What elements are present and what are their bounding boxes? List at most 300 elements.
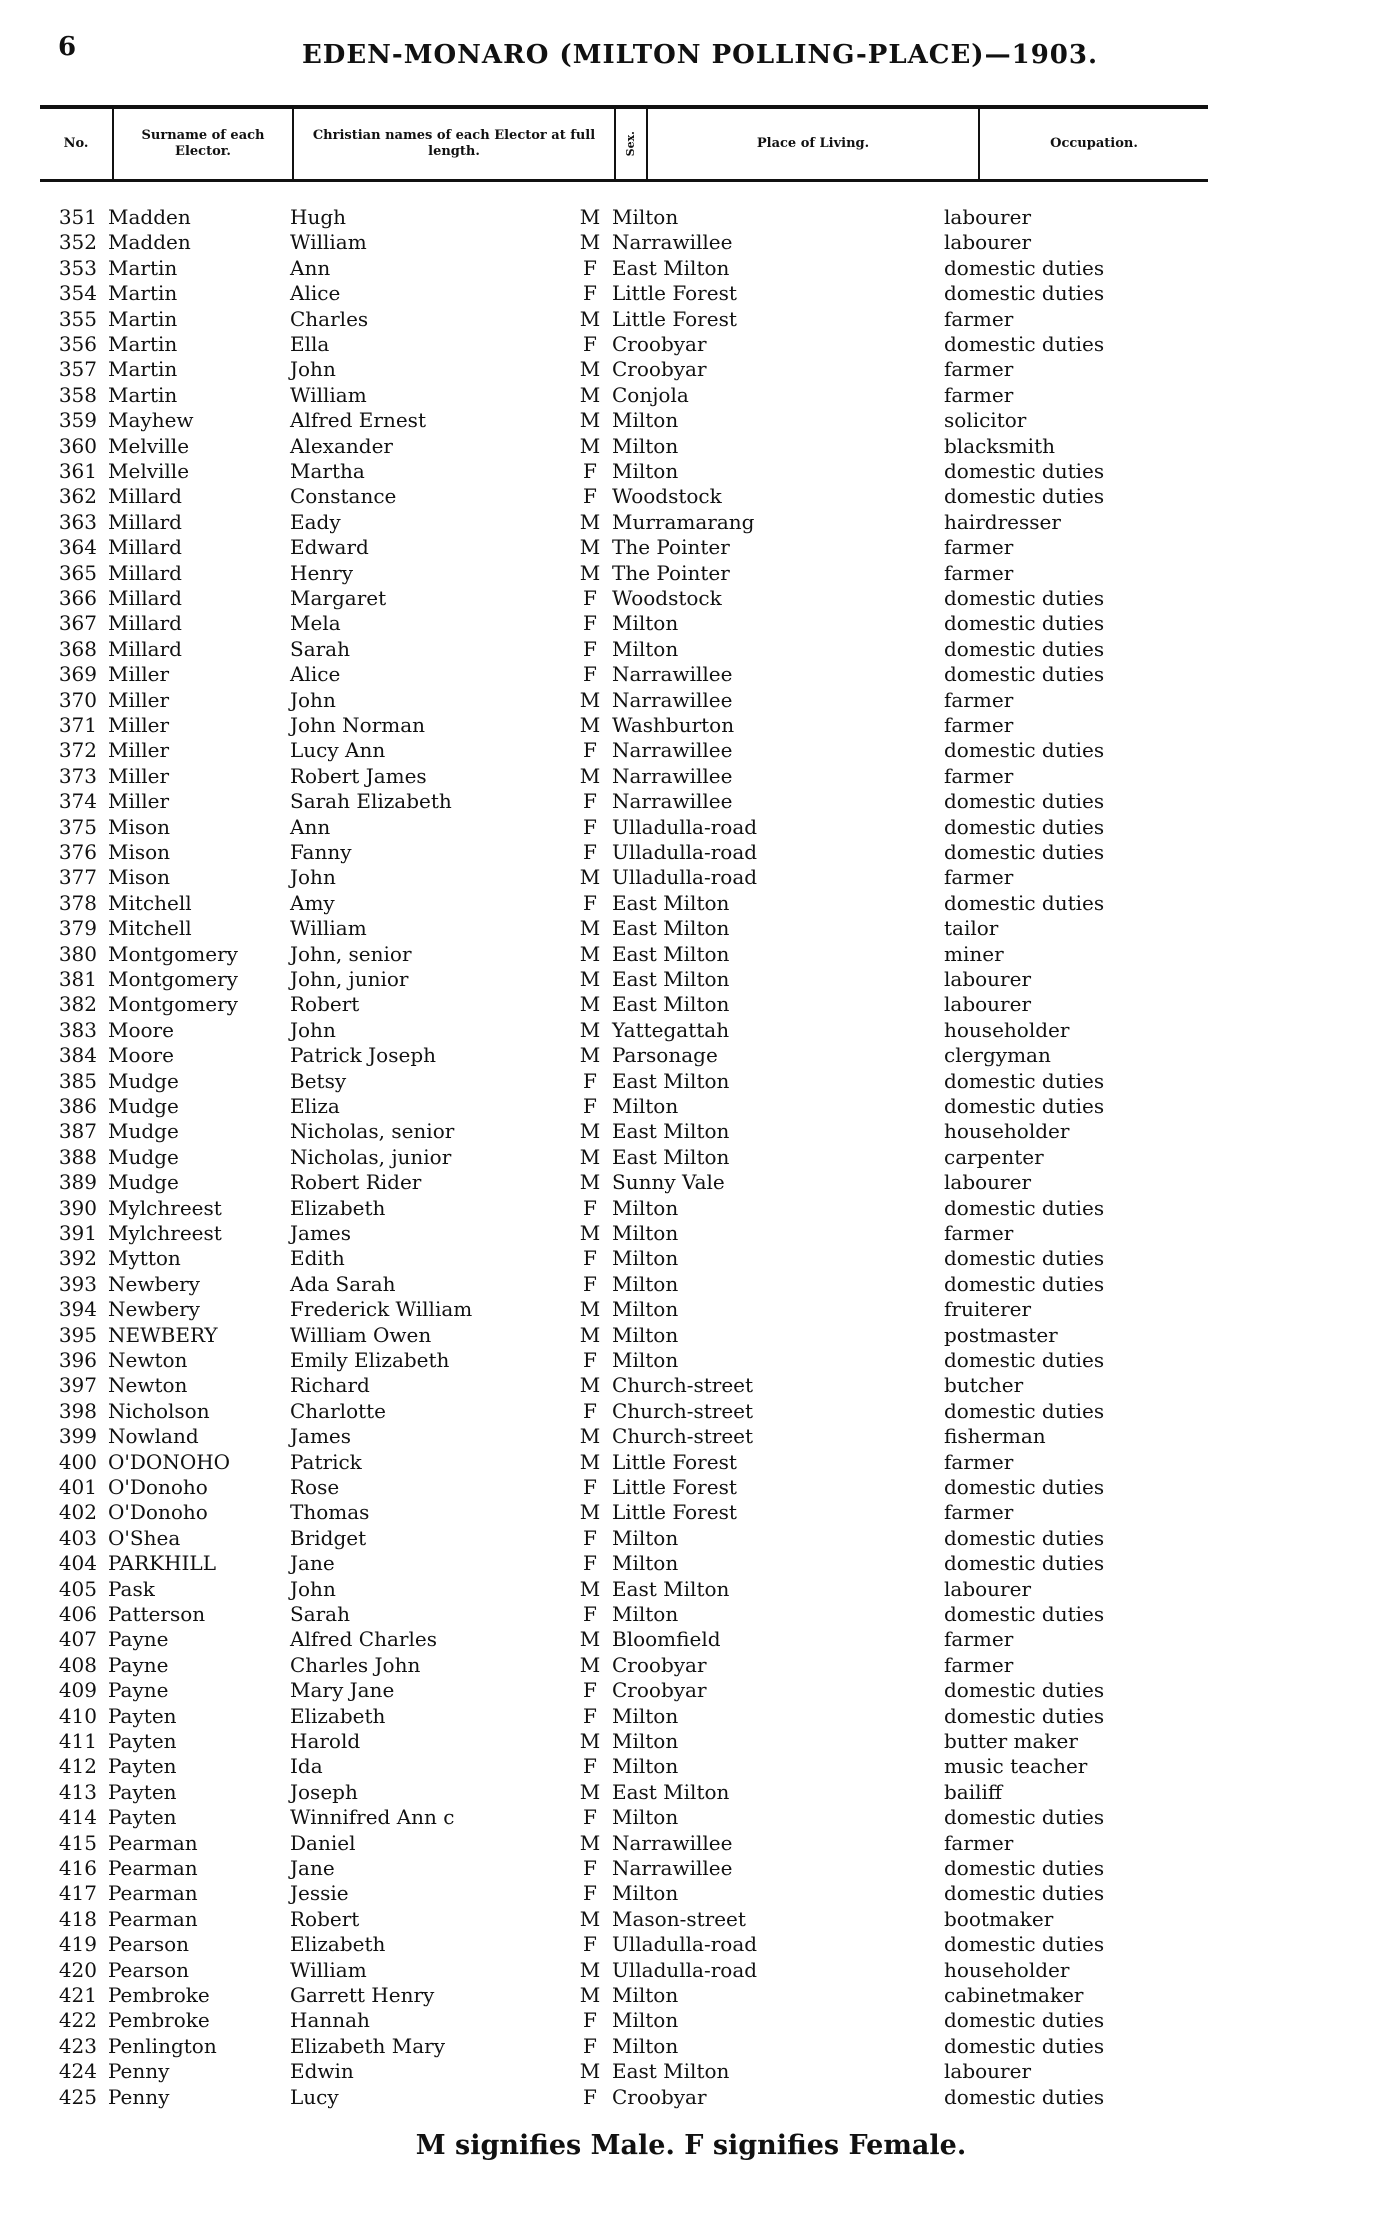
- table-row: [0, 967, 1382, 992]
- elector-number: 401: [58, 1475, 97, 1499]
- elector-surname: O'Donoho: [108, 1500, 208, 1525]
- elector-christian-names: Richard: [290, 1373, 370, 1398]
- elector-surname: Miller: [108, 713, 170, 737]
- elector-sex: M: [579, 1144, 601, 1169]
- elector-place-of-living: Yattegattah: [612, 1017, 730, 1042]
- elector-sex: F: [583, 814, 597, 839]
- elector-place-of-living: Croobyar: [612, 332, 707, 356]
- elector-christian-names: Sarah: [290, 636, 350, 661]
- elector-christian-names: Jane: [290, 1551, 335, 1576]
- elector-place-of-living: Milton: [612, 408, 679, 433]
- elector-occupation: domestic duties: [944, 1094, 1105, 1118]
- elector-surname: Miller: [108, 763, 170, 788]
- elector-christian-names: Ann: [290, 814, 331, 839]
- elector-number: 403: [58, 1525, 97, 1550]
- table-row: [0, 1653, 1382, 1678]
- elector-number: 398: [58, 1398, 97, 1423]
- elector-place-of-living: East Milton: [612, 1576, 730, 1601]
- elector-number: 396: [58, 1348, 97, 1372]
- elector-sex: F: [583, 1703, 597, 1728]
- elector-number: 406: [58, 1602, 97, 1626]
- elector-christian-names: Sarah Elizabeth: [290, 789, 452, 814]
- elector-sex: F: [583, 789, 597, 814]
- elector-number: 386: [58, 1094, 97, 1118]
- elector-christian-names: John, junior: [290, 967, 409, 991]
- elector-sex: M: [579, 205, 601, 229]
- elector-surname: Martin: [108, 332, 178, 356]
- table-row: [0, 865, 1382, 890]
- elector-surname: PARKHILL: [108, 1551, 216, 1576]
- elector-place-of-living: Narrawillee: [612, 687, 733, 712]
- elector-christian-names: Ada Sarah: [290, 1271, 396, 1296]
- elector-place-of-living: Bloomfield: [612, 1627, 721, 1652]
- elector-place-of-living: Milton: [612, 1271, 679, 1296]
- elector-sex: F: [583, 1805, 597, 1830]
- table-row: [0, 1856, 1382, 1881]
- elector-number: 395: [58, 1322, 97, 1347]
- elector-surname: Miller: [108, 789, 170, 814]
- header-place-of-living: Place of Living.: [648, 109, 980, 179]
- elector-number: 363: [58, 509, 97, 534]
- elector-place-of-living: Washburton: [612, 713, 735, 737]
- elector-christian-names: John Norman: [290, 713, 426, 737]
- elector-place-of-living: Ulladulla-road: [612, 1932, 758, 1957]
- elector-surname: Payne: [108, 1627, 169, 1652]
- elector-surname: NEWBERY: [108, 1322, 218, 1347]
- elector-occupation: householder: [944, 1119, 1070, 1144]
- elector-occupation: domestic duties: [944, 484, 1105, 509]
- elector-christian-names: Alexander: [290, 433, 393, 458]
- elector-sex: M: [579, 1830, 601, 1855]
- elector-christian-names: Alfred Ernest: [290, 408, 426, 433]
- table-row: [0, 1627, 1382, 1652]
- elector-occupation: farmer: [944, 865, 1014, 890]
- elector-christian-names: Martha: [290, 459, 365, 483]
- table-row: [0, 383, 1382, 408]
- elector-sex: F: [583, 662, 597, 687]
- elector-place-of-living: Narrawillee: [612, 763, 733, 788]
- elector-occupation: butter maker: [944, 1729, 1078, 1753]
- elector-number: 405: [58, 1576, 97, 1601]
- elector-christian-names: Emily Elizabeth: [290, 1348, 450, 1372]
- elector-christian-names: Thomas: [290, 1500, 370, 1525]
- elector-christian-names: John, senior: [290, 941, 412, 966]
- elector-number: 357: [58, 357, 97, 382]
- elector-christian-names: Elizabeth: [290, 1703, 386, 1728]
- elector-christian-names: Amy: [290, 890, 335, 915]
- elector-number: 379: [58, 916, 97, 941]
- elector-place-of-living: Milton: [612, 1094, 679, 1118]
- elector-number: 388: [58, 1144, 97, 1169]
- elector-surname: Payne: [108, 1678, 169, 1703]
- elector-christian-names: Nicholas, senior: [290, 1119, 455, 1144]
- elector-occupation: domestic duties: [944, 611, 1105, 636]
- elector-number: 402: [58, 1500, 97, 1525]
- elector-surname: Mitchell: [108, 916, 192, 941]
- elector-christian-names: Charles John: [290, 1652, 421, 1677]
- elector-occupation: tailor: [944, 916, 999, 941]
- elector-occupation: farmer: [944, 763, 1014, 788]
- table-row: [0, 1323, 1382, 1348]
- page-title: EDEN-MONARO (MILTON POLLING-PLACE)—1903.: [301, 40, 1099, 70]
- elector-surname: Martin: [108, 281, 178, 306]
- elector-place-of-living: Milton: [612, 1983, 679, 2007]
- elector-place-of-living: Croobyar: [612, 1678, 707, 1703]
- elector-place-of-living: Croobyar: [612, 1652, 707, 1677]
- elector-surname: Mytton: [108, 1246, 181, 1271]
- elector-place-of-living: East Milton: [612, 916, 730, 941]
- elector-surname: Payten: [108, 1703, 177, 1728]
- elector-sex: M: [579, 535, 601, 560]
- elector-christian-names: Sarah: [290, 1602, 350, 1626]
- elector-occupation: labourer: [944, 1170, 1032, 1195]
- elector-number: 356: [58, 332, 97, 356]
- elector-place-of-living: Little Forest: [612, 1475, 737, 1499]
- elector-sex: F: [583, 738, 597, 763]
- elector-place-of-living: Milton: [612, 2033, 679, 2058]
- elector-christian-names: Eady: [290, 509, 341, 534]
- elector-occupation: domestic duties: [944, 2084, 1105, 2109]
- elector-number: 353: [58, 255, 97, 280]
- elector-surname: Nowland: [108, 1424, 199, 1449]
- elector-occupation: labourer: [944, 2059, 1032, 2084]
- elector-sex: F: [583, 636, 597, 661]
- elector-place-of-living: Milton: [612, 1703, 679, 1728]
- table-row: [0, 484, 1382, 509]
- elector-sex: F: [583, 1398, 597, 1423]
- elector-occupation: labourer: [944, 992, 1032, 1017]
- elector-sex: M: [579, 713, 601, 737]
- elector-christian-names: Alfred Charles: [290, 1627, 437, 1652]
- elector-place-of-living: Sunny Vale: [612, 1170, 725, 1195]
- elector-sex: F: [583, 1932, 597, 1957]
- table-row: [0, 205, 1382, 230]
- elector-surname: Mudge: [108, 1119, 179, 1144]
- elector-occupation: domestic duties: [944, 1678, 1105, 1703]
- elector-number: 383: [58, 1017, 97, 1042]
- elector-number: 411: [58, 1729, 97, 1753]
- table-row: [0, 1170, 1382, 1195]
- table-row: [0, 1678, 1382, 1703]
- elector-surname: Melville: [108, 459, 190, 483]
- elector-occupation: farmer: [944, 713, 1014, 737]
- table-row: [0, 688, 1382, 713]
- elector-number: 372: [58, 738, 97, 763]
- elector-sex: M: [579, 1373, 601, 1398]
- table-row: [0, 1602, 1382, 1627]
- page-number: 6: [58, 32, 77, 62]
- elector-surname: Mudge: [108, 1068, 179, 1093]
- elector-place-of-living: Milton: [612, 1348, 679, 1372]
- elector-sex: F: [583, 281, 597, 306]
- elector-surname: Martin: [108, 255, 178, 280]
- elector-number: 397: [58, 1373, 97, 1398]
- elector-sex: F: [583, 1856, 597, 1880]
- elector-place-of-living: East Milton: [612, 1779, 730, 1804]
- elector-sex: F: [583, 1678, 597, 1703]
- elector-number: 377: [58, 865, 97, 890]
- elector-sex: M: [579, 382, 601, 407]
- elector-occupation: farmer: [944, 535, 1014, 560]
- elector-surname: Pearman: [108, 1906, 198, 1931]
- elector-occupation: domestic duties: [944, 281, 1105, 306]
- elector-number: 364: [58, 535, 97, 560]
- elector-occupation: carpenter: [944, 1144, 1044, 1169]
- elector-surname: Pearman: [108, 1881, 198, 1906]
- table-row: [0, 1373, 1382, 1398]
- elector-surname: Miller: [108, 687, 170, 712]
- elector-occupation: fisherman: [944, 1424, 1046, 1449]
- elector-number: 359: [58, 408, 97, 433]
- elector-occupation: blacksmith: [944, 433, 1055, 458]
- elector-number: 413: [58, 1779, 97, 1804]
- elector-surname: Mison: [108, 840, 171, 864]
- elector-number: 371: [58, 713, 97, 737]
- elector-surname: Montgomery: [108, 941, 238, 966]
- elector-occupation: domestic duties: [944, 332, 1105, 356]
- elector-christian-names: William: [290, 916, 367, 941]
- elector-occupation: domestic duties: [944, 1856, 1105, 1880]
- elector-number: 367: [58, 611, 97, 636]
- elector-christian-names: Jessie: [290, 1881, 349, 1906]
- elector-occupation: domestic duties: [944, 890, 1105, 915]
- elector-surname: Payten: [108, 1805, 177, 1830]
- elector-occupation: clergyman: [944, 1043, 1051, 1068]
- table-row: [0, 1145, 1382, 1170]
- elector-place-of-living: East Milton: [612, 967, 730, 991]
- elector-place-of-living: East Milton: [612, 1144, 730, 1169]
- elector-sex: F: [583, 1094, 597, 1118]
- elector-place-of-living: Milton: [612, 1881, 679, 1906]
- elector-surname: Mison: [108, 814, 171, 839]
- table-row: [0, 586, 1382, 611]
- elector-occupation: domestic duties: [944, 1348, 1105, 1372]
- elector-occupation: domestic duties: [944, 459, 1105, 483]
- elector-christian-names: James: [290, 1221, 352, 1245]
- elector-sex: M: [579, 865, 601, 890]
- elector-number: 421: [58, 1983, 97, 2007]
- elector-surname: Mison: [108, 865, 171, 890]
- elector-number: 384: [58, 1043, 97, 1068]
- elector-surname: O'Donoho: [108, 1475, 208, 1499]
- elector-sex: F: [583, 586, 597, 610]
- elector-surname: Madden: [108, 230, 191, 255]
- header-surname: Surname of each Elector.: [114, 109, 294, 179]
- elector-surname: Pearson: [108, 1957, 190, 1982]
- elector-surname: Millard: [108, 586, 182, 610]
- table-row: [0, 357, 1382, 382]
- elector-surname: O'Shea: [108, 1525, 181, 1550]
- elector-sex: F: [583, 2084, 597, 2109]
- elector-number: 408: [58, 1652, 97, 1677]
- elector-place-of-living: Little Forest: [612, 281, 737, 306]
- elector-number: 425: [58, 2084, 97, 2109]
- elector-surname: Mayhew: [108, 408, 194, 433]
- elector-christian-names: William Owen: [290, 1322, 432, 1347]
- table-row: [0, 992, 1382, 1017]
- elector-sex: F: [583, 1246, 597, 1271]
- elector-sex: F: [583, 484, 597, 509]
- elector-place-of-living: Little Forest: [612, 306, 737, 331]
- table-row: [0, 2059, 1382, 2084]
- elector-sex: F: [583, 890, 597, 915]
- elector-occupation: domestic duties: [944, 789, 1105, 814]
- elector-number: 412: [58, 1754, 97, 1779]
- elector-sex: M: [579, 1957, 601, 1982]
- elector-number: 355: [58, 306, 97, 331]
- elector-occupation: domestic duties: [944, 662, 1105, 687]
- elector-sex: M: [579, 1779, 601, 1804]
- elector-sex: M: [579, 967, 601, 991]
- elector-number: 352: [58, 230, 97, 255]
- elector-surname: Penlington: [108, 2033, 217, 2058]
- elector-christian-names: Robert James: [290, 763, 427, 788]
- elector-surname: Moore: [108, 1043, 174, 1068]
- table-row: [0, 764, 1382, 789]
- elector-occupation: domestic duties: [944, 1932, 1105, 1957]
- elector-sex: M: [579, 1297, 601, 1322]
- elector-number: 409: [58, 1678, 97, 1703]
- table-row: [0, 1831, 1382, 1856]
- elector-surname: Millard: [108, 535, 182, 560]
- elector-christian-names: Jane: [290, 1856, 335, 1880]
- elector-place-of-living: Milton: [612, 1525, 679, 1550]
- elector-sex: M: [579, 1576, 601, 1601]
- elector-christian-names: Winnifred Ann c: [290, 1805, 455, 1830]
- table-row: [0, 307, 1382, 332]
- elector-number: 362: [58, 484, 97, 509]
- elector-number: 373: [58, 763, 97, 788]
- elector-occupation: domestic duties: [944, 1703, 1105, 1728]
- elector-christian-names: Ann: [290, 255, 331, 280]
- elector-occupation: domestic duties: [944, 1525, 1105, 1550]
- elector-surname: Montgomery: [108, 967, 238, 991]
- elector-place-of-living: East Milton: [612, 1068, 730, 1093]
- table-row: [0, 2008, 1382, 2033]
- elector-occupation: domestic duties: [944, 255, 1105, 280]
- elector-christian-names: Joseph: [290, 1779, 358, 1804]
- elector-christian-names: Hannah: [290, 2008, 370, 2033]
- elector-christian-names: Robert Rider: [290, 1170, 422, 1195]
- elector-occupation: domestic duties: [944, 1398, 1105, 1423]
- elector-place-of-living: Croobyar: [612, 2084, 707, 2109]
- elector-place-of-living: Milton: [612, 1297, 679, 1322]
- elector-occupation: domestic duties: [944, 1475, 1105, 1499]
- elector-number: 391: [58, 1221, 97, 1245]
- elector-number: 419: [58, 1932, 97, 1957]
- elector-christian-names: Patrick: [290, 1449, 362, 1474]
- table-row: [0, 1221, 1382, 1246]
- header-sex-label: Sex.: [624, 131, 638, 157]
- elector-number: 394: [58, 1297, 97, 1322]
- elector-occupation: hairdresser: [944, 509, 1061, 534]
- elector-number: 416: [58, 1856, 97, 1880]
- elector-sex: M: [579, 1119, 601, 1144]
- elector-christian-names: Harold: [290, 1729, 361, 1753]
- elector-sex: M: [579, 916, 601, 941]
- elector-number: 387: [58, 1119, 97, 1144]
- elector-occupation: domestic duties: [944, 1271, 1105, 1296]
- table-row: [0, 1983, 1382, 2008]
- elector-place-of-living: Milton: [612, 1754, 679, 1779]
- elector-surname: Melville: [108, 433, 190, 458]
- table-row: [0, 1551, 1382, 1576]
- elector-surname: Montgomery: [108, 992, 238, 1017]
- elector-sex: M: [579, 1017, 601, 1042]
- elector-sex: M: [579, 560, 601, 585]
- elector-sex: M: [579, 2059, 601, 2084]
- elector-number: 354: [58, 281, 97, 306]
- elector-surname: Martin: [108, 382, 178, 407]
- table-row: [0, 1348, 1382, 1373]
- elector-occupation: farmer: [944, 357, 1014, 382]
- elector-number: 414: [58, 1805, 97, 1830]
- elector-occupation: householder: [944, 1957, 1070, 1982]
- elector-sex: M: [579, 357, 601, 382]
- elector-christian-names: John: [290, 1576, 336, 1601]
- table-row: [0, 408, 1382, 433]
- elector-sex: F: [583, 1475, 597, 1499]
- elector-place-of-living: Milton: [612, 1246, 679, 1271]
- elector-surname: Mudge: [108, 1094, 179, 1118]
- elector-place-of-living: Parsonage: [612, 1043, 718, 1068]
- elector-surname: Pembroke: [108, 2008, 210, 2033]
- elector-sex: M: [579, 1652, 601, 1677]
- elector-place-of-living: East Milton: [612, 1119, 730, 1144]
- elector-christian-names: John: [290, 357, 336, 382]
- elector-place-of-living: Church-street: [612, 1373, 754, 1398]
- elector-surname: Newbery: [108, 1297, 200, 1322]
- sex-legend-footer: M signifies Male. F signifies Female.: [415, 2130, 967, 2161]
- elector-sex: M: [579, 1983, 601, 2007]
- elector-surname: Mudge: [108, 1144, 179, 1169]
- elector-place-of-living: Narrawillee: [612, 662, 733, 687]
- elector-number: 415: [58, 1830, 97, 1855]
- table-row: [0, 459, 1382, 484]
- elector-surname: Penny: [108, 2084, 170, 2109]
- table-row: [0, 561, 1382, 586]
- elector-surname: Madden: [108, 205, 191, 229]
- elector-christian-names: Patrick Joseph: [290, 1043, 436, 1068]
- table-row: [0, 942, 1382, 967]
- table-row: [0, 1907, 1382, 1932]
- elector-place-of-living: East Milton: [612, 941, 730, 966]
- elector-occupation: farmer: [944, 1500, 1014, 1525]
- table-row: [0, 1526, 1382, 1551]
- elector-occupation: farmer: [944, 560, 1014, 585]
- elector-christian-names: Lucy Ann: [290, 738, 386, 763]
- elector-christian-names: James: [290, 1424, 352, 1449]
- elector-occupation: domestic duties: [944, 738, 1105, 763]
- elector-number: 382: [58, 992, 97, 1017]
- table-row: [0, 535, 1382, 560]
- elector-christian-names: Edith: [290, 1246, 345, 1271]
- elector-sex: F: [583, 1525, 597, 1550]
- elector-sex: F: [583, 1348, 597, 1372]
- elector-occupation: farmer: [944, 1449, 1014, 1474]
- elector-surname: Millard: [108, 509, 182, 534]
- table-row: [0, 713, 1382, 738]
- table-row: [0, 1932, 1382, 1957]
- elector-sex: F: [583, 1754, 597, 1779]
- elector-number: 422: [58, 2008, 97, 2033]
- elector-christian-names: Eliza: [290, 1094, 340, 1118]
- elector-occupation: farmer: [944, 306, 1014, 331]
- elector-occupation: butcher: [944, 1373, 1024, 1398]
- elector-number: 360: [58, 433, 97, 458]
- elector-christian-names: Robert: [290, 992, 360, 1017]
- elector-place-of-living: Milton: [612, 1729, 679, 1753]
